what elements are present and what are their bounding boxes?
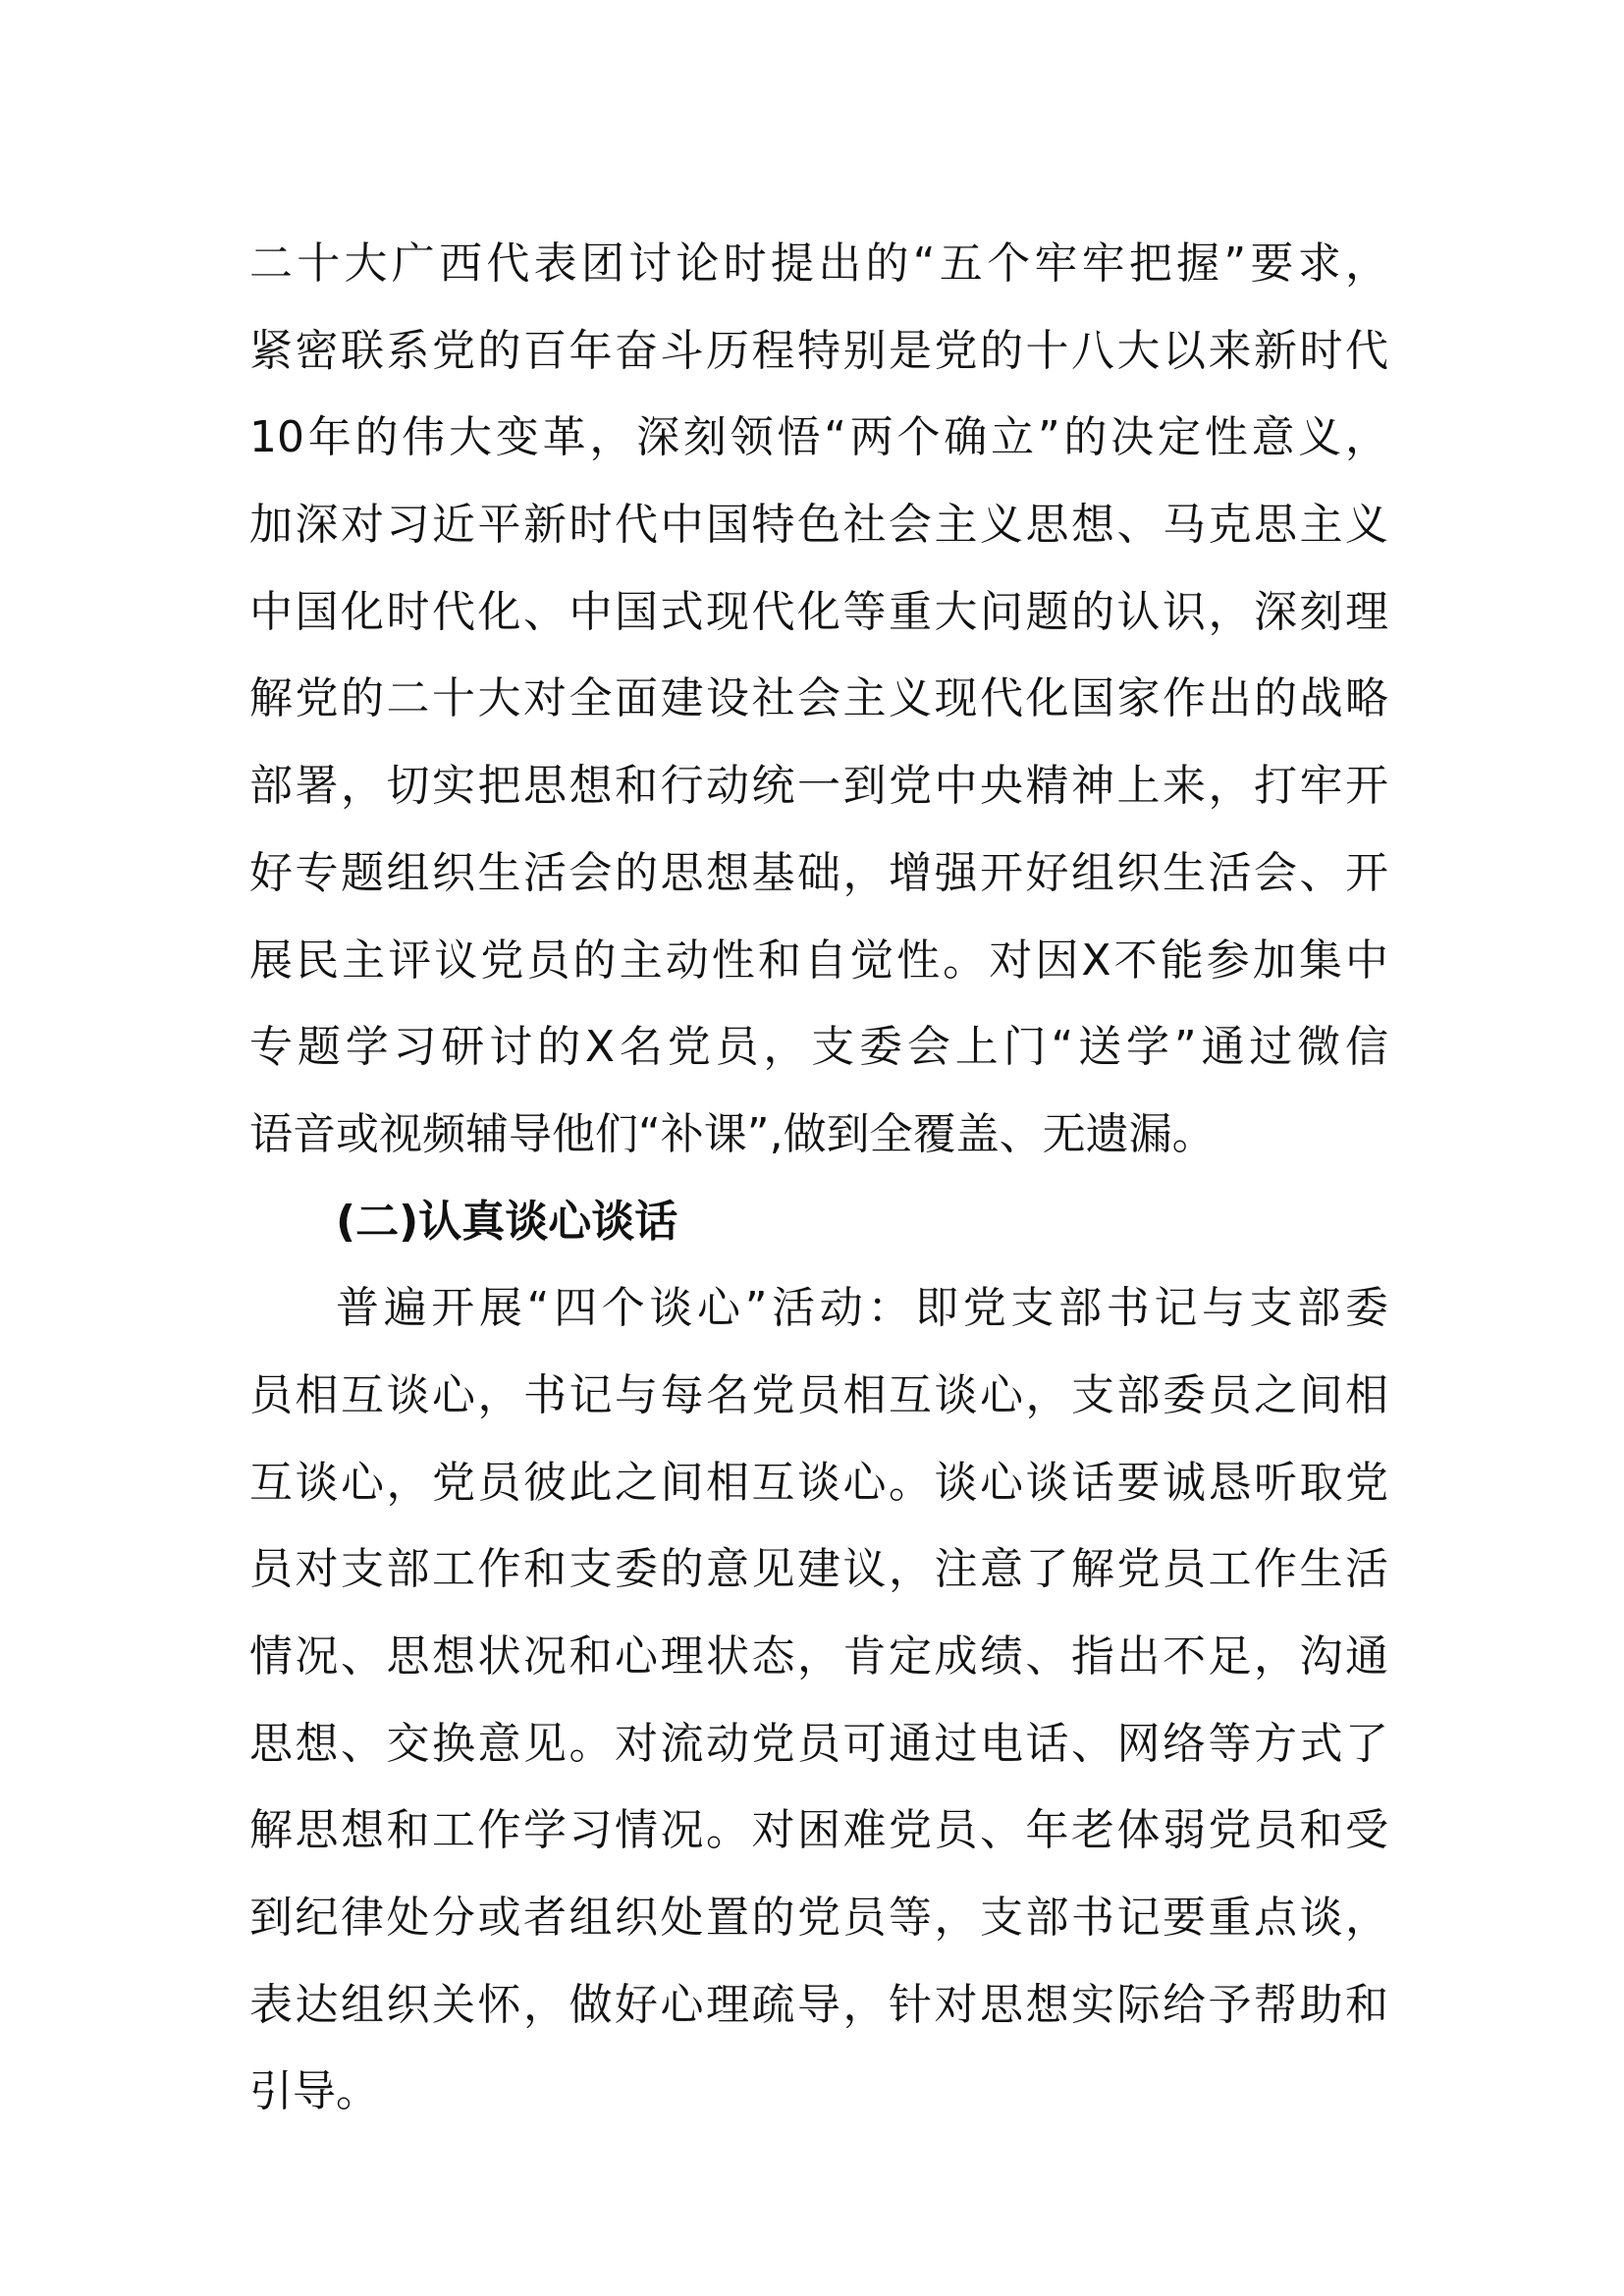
paragraph-line: 员相互谈心，书记与每名党员相互谈心，支部委员之间相 [249,1369,1388,1420]
paragraph-line: 到纪律处分或者组织处置的党员等，支部书记要重点谈， [249,1893,1388,1944]
paragraph-1 [249,221,1388,1179]
paragraph-line: 引导。 [249,2066,379,2117]
paragraph-line: 展民主评议党员的主动性和自觉性。对因X不能参加集中 [249,934,1388,986]
paragraph-2 [249,1265,1388,2136]
section-heading: (二)认真谈心谈话 [336,1196,678,1247]
paragraph-line: 表达组织关怀，做好心理疏导，针对思想实际给予帮助和 [249,1979,1388,2030]
paragraph-line: 10年的伟大变革，深刻领悟“两个确立”的决定性意义， [249,412,1388,463]
paragraph-line: 部署，切实把思想和行动统一到党中央精神上来，打牢开 [249,761,1388,812]
paragraph-line: 情况、思想状况和心理状态，肯定成绩、指出不足，沟通 [249,1631,1388,1682]
paragraph-line: 二十大广西代表团讨论时提出的“五个牢牢把握”要求， [249,239,1388,289]
paragraph-line: 专题学习研讨的X名党员，支委会上门“送学”通过微信 [249,1022,1388,1073]
paragraph-line: 思想、交换意见。对流动党员可通过电话、网络等方式了 [249,1718,1388,1769]
paragraph-line: 语音或视频辅导他们“补课”,做到全覆盖、无遗漏。 [249,1108,1216,1159]
paragraph-line: 普遍开展“四个谈心”活动：即党支部书记与支部委 [336,1283,1388,1334]
paragraph-line: 紧密联系党的百年奋斗历程特别是党的十八大以来新时代 [249,325,1388,376]
paragraph-line: 解思想和工作学习情况。对困难党员、年老体弱党员和受 [249,1805,1388,1856]
paragraph-line: 员对支部工作和支委的意见建议，注意了解党员工作生活 [249,1544,1388,1595]
paragraph-line: 加深对习近平新时代中国特色社会主义思想、马克思主义 [249,500,1388,551]
paragraph-line: 互谈心，党员彼此之间相互谈心。谈心谈话要诚恳听取党 [249,1457,1388,1508]
paragraph-line: 解党的二十大对全面建设社会主义现代化国家作出的战略 [249,673,1388,724]
document-body [249,221,1388,2136]
paragraph-line: 好专题组织生活会的思想基础，增强开好组织生活会、开 [249,847,1388,898]
paragraph-line: 中国化时代化、中国式现代化等重大问题的认识，深刻理 [249,586,1388,637]
